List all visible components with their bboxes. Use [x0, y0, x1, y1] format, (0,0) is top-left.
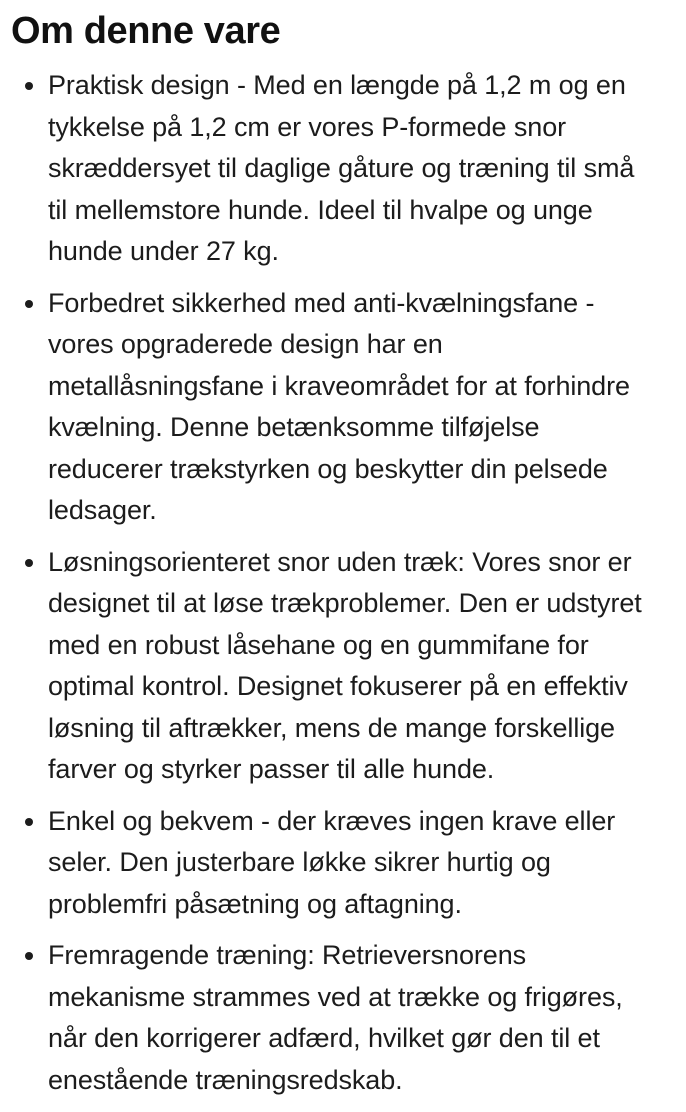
bullet-dot-icon	[25, 952, 33, 960]
page-title: Om denne vare	[11, 10, 281, 52]
list-item-text: Løsningsorienteret snor uden træk: Vores snor er designet til at løse trækproblemer. Den er udstyret med en robust låsehane og en gummifane for optimal kontrol. Designet fokuserer på en effektiv løsning til aftrækker, mens de mange forskellige farver og styrker passer til alle hunde.	[48, 546, 642, 784]
list-item	[0, 801, 686, 926]
feature-bullet-list	[0, 53, 686, 1101]
list-item	[0, 935, 686, 1101]
list-item-text: Praktisk design - Med en længde på 1,2 m og en tykkelse på 1,2 cm er vores P-formede snor skræddersyet til daglige gåture og træning til små til mellemstore hunde. Ideel til hvalpe og unge hunde under 27 kg.	[48, 70, 635, 266]
list-item-text: Fremragende træning: Retrieversnorens mekanisme strammes ved at trække og frigøres, når den korrigerer adfærd, hvilket gør den til et enestående træningsredskab.	[48, 940, 623, 1095]
bullet-dot-icon	[25, 818, 33, 826]
bullet-dot-icon	[25, 300, 33, 308]
list-item-text: Forbedret sikkerhed med anti-kvælningsfane - vores opgraderede design har en metallåsningsfane i kraveområdet for at forhindre kvælning. Denne betænksomme tilføjelse reducerer trækstyrken og beskytter din pelsede ledsager.	[48, 287, 630, 525]
list-item	[0, 283, 686, 532]
list-item	[0, 542, 686, 791]
list-item	[0, 65, 686, 273]
list-item-text: Enkel og bekvem - der kræves ingen krave eller seler. Den justerbare løkke sikrer hurtig og problemfri påsætning og aftagning.	[48, 805, 616, 919]
bullet-dot-icon	[25, 82, 33, 90]
bullet-dot-icon	[25, 559, 33, 567]
